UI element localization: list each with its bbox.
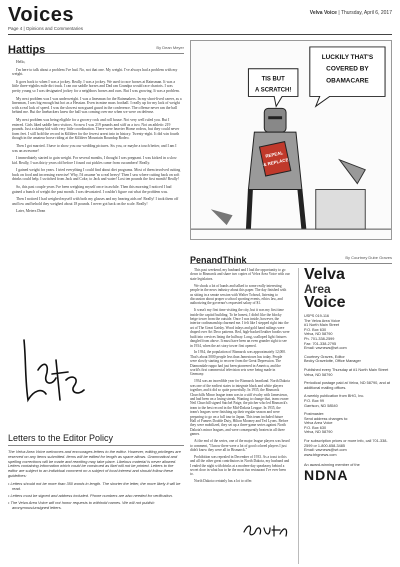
hattips-header: [8, 40, 184, 54]
policy-intro: The Velva Area Voice welcomes and encourages letters to the editor. However, editing privileges are reserved on any items submitted. Items will be edited for length as space allows. Grammatical and spelling corrections will be made and rewriting may take place. Libelous material is never allowed. Letters containing information which could be construed as libel will not be printed. Letters to the editor are subject to an individual comment on a subject of local interest and should follow these guidelines:: [8, 449, 181, 478]
info-block: Published every Thursday at #1 North Main Street Velva, ND 58790: [304, 367, 389, 377]
cartoon-sign-1: REPEAL: [264, 150, 284, 159]
award-line: An award-winning member of the: [304, 463, 360, 468]
pen-and-think-body: [190, 268, 290, 486]
hattips-byline: By Dean Meyer: [156, 45, 184, 50]
info-block: For subscription prices or more info, call 701-338-2599 or 1-800-658-3485 Email: vavnews@srt.com www.bhgnews.com: [304, 439, 388, 457]
pen-paragraph: We shook a lot of hands and talked to some really interesting people in the news industry about this paper. The day finished with us sitting in a senate session with Walter Tofsrud, listening to discussion about proper a school sporting events, ethics law, and authorizing the governor's requested salary of $1.: [190, 283, 287, 306]
logo-line-3: Voice: [304, 294, 346, 311]
policy-rule: • Letters must be signed and address included. Phone numbers are also needed for verification.: [8, 492, 173, 498]
logo-line-2: Area: [304, 282, 331, 296]
logo-line-1: Velva: [304, 266, 345, 283]
ndna-award: [304, 463, 392, 483]
hattips-paragraph: My next problem was being eligible for a grocery rock and roll house. Not very well ruled you. But I entered. Girls liked saddle hero visitors. So now I was 219 pounds and stiff as a two. Not an athletic 219 pounds. Just a skinny kid with very little coordination. There were heavier Home rodeos, but they could never form feet. I still hold the record in Killdeer for the fewest arrest into in history. Twenty-eight. It did win fourth though in the amateur horse riding at the Killdeer Mountain Roundup Rodeo.: [12, 117, 180, 141]
hattips-heading: Hattips: [8, 44, 46, 56]
pen-paragraph: 1934 was an incredible year for Bismarck heartland. North Dakota was one of the earliest states to integrate black and white players together, and it did so quite powerfully. In 1935, the Bismarck Churchills Minor league team was in a stiff rivalry with Jamestown, and had been on a losing streak. Wanting to change that, team owner Neil Churchill signed Satchel Paige, the pitcher who led Bismarck's team to the best record in the Mid-Dakota League. In 1935, the team's leagues were finishing up their regular season and were preparing to go on a full tour in Japan. This team included future Hall of Famers Double Duty, Hilton Mooney and Ted Lyons. Before they were mobilized, they set up a three-game series against North Dakota's minor leagues, and were consequently beaten in all three games.: [190, 379, 290, 437]
page-label: Page 4 | Opinions and Commentaries: [8, 26, 83, 31]
hattips-paragraph: Then I got married. I have to show you our wedding pictures. Sis you, or maybe a touch better, and I am I was an awesome!: [12, 143, 177, 153]
masthead-divider: [8, 34, 392, 35]
hattips-letter: [12, 60, 182, 217]
info-block: Courtney Graves, Editor Becky Gravelotte, Office Manager: [304, 354, 361, 364]
policy-rules: [8, 482, 184, 511]
pen-paragraph: At the end of the series, one of the major league players was heard to comment, "I know there were a lot of good colored players I just didn't know they were all in Bismarck.": [190, 439, 290, 452]
policy-body: [8, 450, 184, 511]
publication-info: [304, 314, 392, 457]
pen-and-think-heading: PenandThink: [190, 255, 247, 265]
policy-rule: • Letters should not be more than 350 words in length. The shorter the letter, the more likely it will be read.: [8, 480, 181, 491]
masthead: [8, 4, 392, 34]
section-title: Voices: [8, 4, 74, 26]
handwritten-signature: [16, 330, 86, 410]
pen-and-think-byline: By Courtney Dube Graves: [345, 255, 392, 260]
cartoon-caption-2: COVERED BY: [326, 65, 369, 73]
publication-sidebar: [298, 268, 392, 564]
cartoon-sign-2: & REPLACE: [262, 157, 289, 168]
issue-date: Thursday, April 6, 2017: [340, 10, 392, 16]
cartoon-caption-1: LUCKILY THAT'S: [321, 53, 374, 61]
hattips-paragraph: Later, Meters Dean: [16, 209, 46, 214]
paper-name-suffix: Voice: [323, 10, 337, 16]
letters-policy: [8, 433, 184, 563]
hattips-paragraph: I gained weight for years. I tried everything I could find about diet programs. Most of them involved cutting back on food and increasing exercise! Why, I'd assume 'm a real heavy! Then I saw where cutting back on soft drinks could help. I switched from Jack and Coke, to Jack and water! Lost ten pounds the first month! Really!: [12, 168, 181, 182]
info-block: A weekly publication from BHG, Inc. P.O. Box 99 Garrison, ND 58540: [304, 394, 365, 408]
info-block: USPS 019-116 The Velva Area Voice #1 North Main Street P.O. Box 630 Velva, ND 58790 Ph. 701-338-2599 Fax: 701-338-2795 Email: vavnews@srt.com: [304, 314, 347, 351]
pen-paragraph: In 1934, the population of Bismarck was approximately 12,000. That's about 5000 people less than Jamestown has today. People were slowly starting to recover from the Great Depression. The Diamondale ruppo had just been pioneered in America, and the world's first commercial television sets were being made in Germany.: [190, 350, 286, 377]
ndna-logo: NDNA: [304, 467, 349, 484]
hattips-paragraph: Hello,: [16, 60, 26, 64]
policy-heading: Letters to the Editor Policy: [8, 433, 184, 446]
hattips-paragraph: My next problem was I was underweight. I was a linesman for the Rainmakers. In my short-lived career, as a linesman, I was big enough but hot as a Hessian. Even in mine mass football. I really up for my lack of weight with a real lack of speed. I was the slowest non guard guard in the conference. The offense never ran the ball behind me. But the linebackers knew the ball was coming over me when we were on defense.: [12, 96, 182, 115]
pen-and-think-header: [190, 250, 392, 264]
pen-paragraph: North Dakota certainly has a lot to offer.: [194, 479, 253, 484]
author-signature: [240, 520, 290, 540]
velva-area-voice-logo: [304, 268, 392, 310]
hattips-paragraph: Then I noticed I had weighed myself with both my glasses and my hearing aids on! Really! I took them off and low and behold they weighed about 18 pounds. I never got back on the scale. Really!: [12, 197, 179, 206]
cartoon-speech-1: TIS BUT: [261, 76, 285, 83]
pen-paragraph: This past weekend, my husband and I had the opportunity to go down to Bismarck and share two copies of Velva Area Voice with our state legislators.: [190, 268, 290, 281]
pen-paragraph: Prohibition was repealed in December of 1933. As a toast to this and all the other great contributors in North Dakota, my husband and I ended the night with drinks at a modern-day speakeasy behind a secret door in what has to be the most fun restaurant I've ever been to.: [190, 454, 290, 477]
policy-rule: • The Velva Area Voice will not honor requests to withhold names. We will not publish anonymous/unsigned letters.: [8, 500, 155, 510]
hattips-paragraph: I'm here to talk about a problem I've had. No, not that one. My weight. I've always had a problem with my weight.: [12, 67, 178, 77]
cartoon-caption-3: OBAMACARE: [326, 77, 369, 85]
editorial-cartoon: [190, 40, 392, 240]
info-block: Postmaster: Send address changes to: Velva Area Voice P.O. Box 630 Velva, ND 58790: [304, 412, 349, 435]
info-block: Periodical postage paid at Velva, ND 58790, and at additional mailing offices.: [304, 381, 390, 390]
hattips-paragraph: It goes back to when I was a jockey. Really. I was a jockey. We used to race horses at Rainsman. It was a little three-eighths mile dirt track. I ran our saddle horses and Dad ran Grandpa would race chariots. I was pretty young so I was designated jockey for a neighbors horses and ours. But I was growing. It was a problem.: [12, 79, 180, 93]
cartoon-speech-2: A SCRATCH!: [255, 87, 292, 94]
paper-name: Velva: [309, 10, 323, 16]
hattips-paragraph: I immediately started to gain weight. For several months, I thought I was pregnant. I was kicked in a slow kid. Really, I was thirty years old before I found out pickles came from cucumbers! Really.: [12, 156, 177, 165]
pen-paragraph: It wasn't my first time visiting the city, but it was my first time inside the capitol building. To be honest, I didn't like the blocky beige tower from the outside. Once I was inside, however, the interior craftsmanship charmed me. I felt like I stepped right into the art of The Great Gatsby. Wood inlays and gold hand railings were draped over Art Deco patterns. Red, high-backed leather booths were built into crevices lining the hallway. Long, scalloped light fixtures dangled from above. It must have been an even grander sight to see in 1934, when the art story tower first opened.: [190, 308, 290, 348]
issue-info: Velva Voice | Thursday, April 6, 2017: [309, 10, 392, 16]
hattips-paragraph: So, this past couple years I've been weighing myself once in awhile. Then this morning I noticed I had gained a bunch of weight the past month. I was devastated. I couldn't figure out what the problem was.: [12, 185, 172, 194]
